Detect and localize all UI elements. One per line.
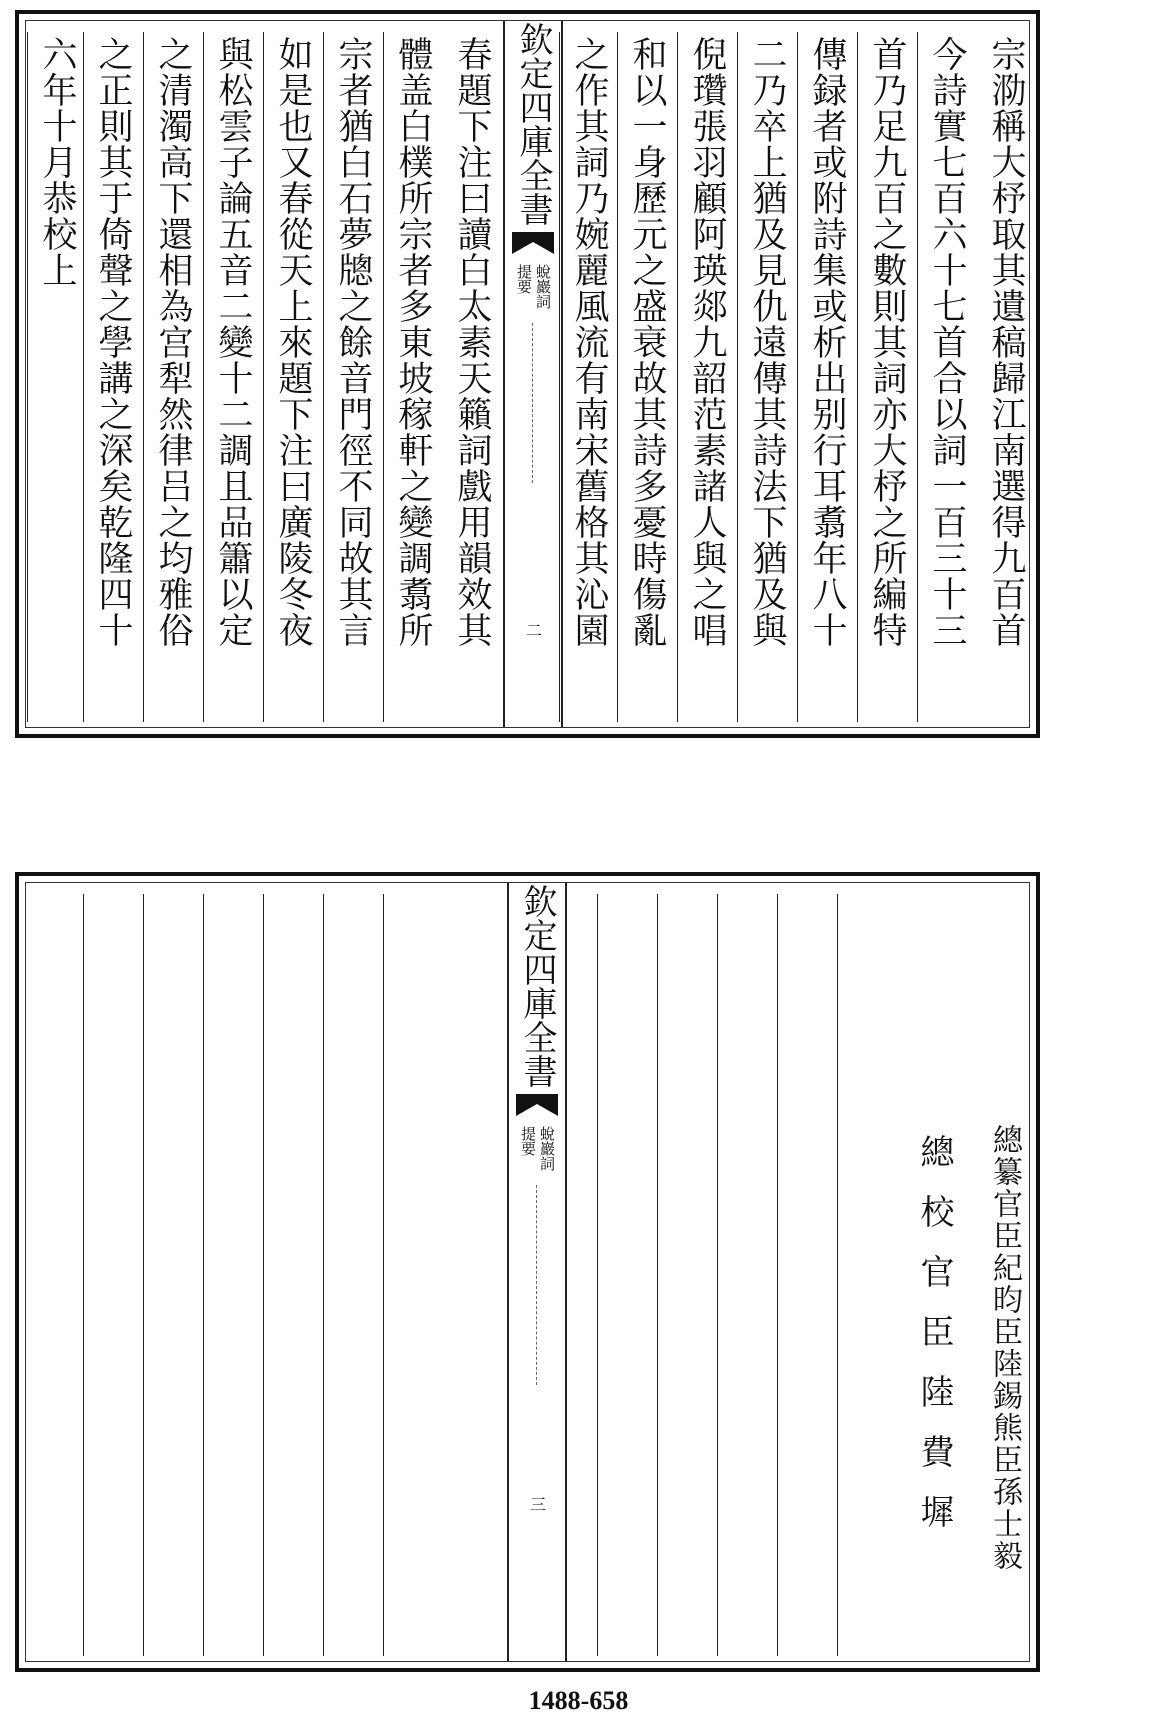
text-column: 春題下注曰讀白太素天籟詞戲用韻效其 <box>452 36 492 648</box>
text-column: 與松雲子論五音二變十二調且品簫以定 <box>203 32 262 722</box>
text-column: 體盖白樸所宗者多東坡稼軒之變調翥所 <box>383 32 442 722</box>
text-column: 二乃卒上猶及見仇遠傳其詩法下猶及與 <box>737 32 796 722</box>
page-number: 1488-658 <box>528 1686 629 1715</box>
empty-column <box>323 894 382 1656</box>
empty-column <box>657 894 716 1656</box>
leaf-number: 二 <box>523 622 543 638</box>
text-column: 首乃足九百之數則其詞亦大杼之所編特 <box>857 32 916 722</box>
empty-column <box>83 894 142 1656</box>
book-title: 蛻巖詞 <box>534 264 552 309</box>
center-subtitle <box>519 1126 555 1171</box>
book-series-title: 欽定四庫全書 <box>517 884 557 1088</box>
fishtail-mark-icon <box>516 1094 558 1116</box>
empty-column <box>443 894 501 1656</box>
book-series-title: 欽定四庫全書 <box>513 22 553 226</box>
text-column: 今詩實七百六十七首合以詞一百三十三 <box>917 32 976 722</box>
section-label: 提要 <box>515 264 533 294</box>
center-banner <box>503 20 563 728</box>
empty-column <box>263 894 322 1656</box>
text-column: 之作其詞乃婉麗風流有南宋舊格其沁園 <box>559 32 618 722</box>
text-column: 傳録者或附詩集或析出别行耳翥年八十 <box>797 32 856 722</box>
empty-column <box>383 894 442 1656</box>
top-page <box>15 10 1040 738</box>
empty-column <box>837 894 896 1656</box>
proofreader-signature-column <box>904 894 964 1656</box>
center-subtitle <box>515 264 551 309</box>
text-column: 宗泐稱大杼取其遺稿歸江南選得九百首 <box>986 36 1026 648</box>
text-column: 之正則其于倚聲之學講之深矣乾隆四十 <box>83 32 142 722</box>
chief-proofreader: 總校官臣陸費墀 <box>914 1134 954 1554</box>
text-column: 之清濁高下還相為宫犁然律吕之均雅俗 <box>143 32 202 722</box>
fishtail-mark-icon <box>512 232 554 254</box>
dashed-divider <box>536 1185 538 1385</box>
empty-column <box>143 894 202 1656</box>
empty-column <box>203 894 262 1656</box>
empty-column <box>777 894 836 1656</box>
leaf-number: 三 <box>527 1496 547 1512</box>
dashed-divider <box>532 323 534 483</box>
compiler-signature-column <box>974 894 1034 1656</box>
empty-column <box>597 894 656 1656</box>
text-column: 六年十月恭校上 <box>27 32 86 722</box>
text-column: 宗者猶白石夢牕之餘音門徑不同故其言 <box>323 32 382 722</box>
text-column: 如是也又春從天上來題下注曰廣陵冬夜 <box>263 32 322 722</box>
text-column: 和以一身歷元之盛衰故其詩多憂時傷亂 <box>617 32 676 722</box>
text-column: 倪瓚張羽顧阿瑛郯九韶范素諸人與之唱 <box>677 32 736 722</box>
chief-compilers: 總纂官臣紀昀臣陸錫熊臣孫士毅 <box>987 1124 1022 1572</box>
empty-column <box>717 894 776 1656</box>
bottom-page <box>15 872 1040 1672</box>
book-title: 蛻巖詞 <box>538 1126 556 1171</box>
section-label: 提要 <box>519 1126 537 1156</box>
center-banner <box>507 882 567 1662</box>
